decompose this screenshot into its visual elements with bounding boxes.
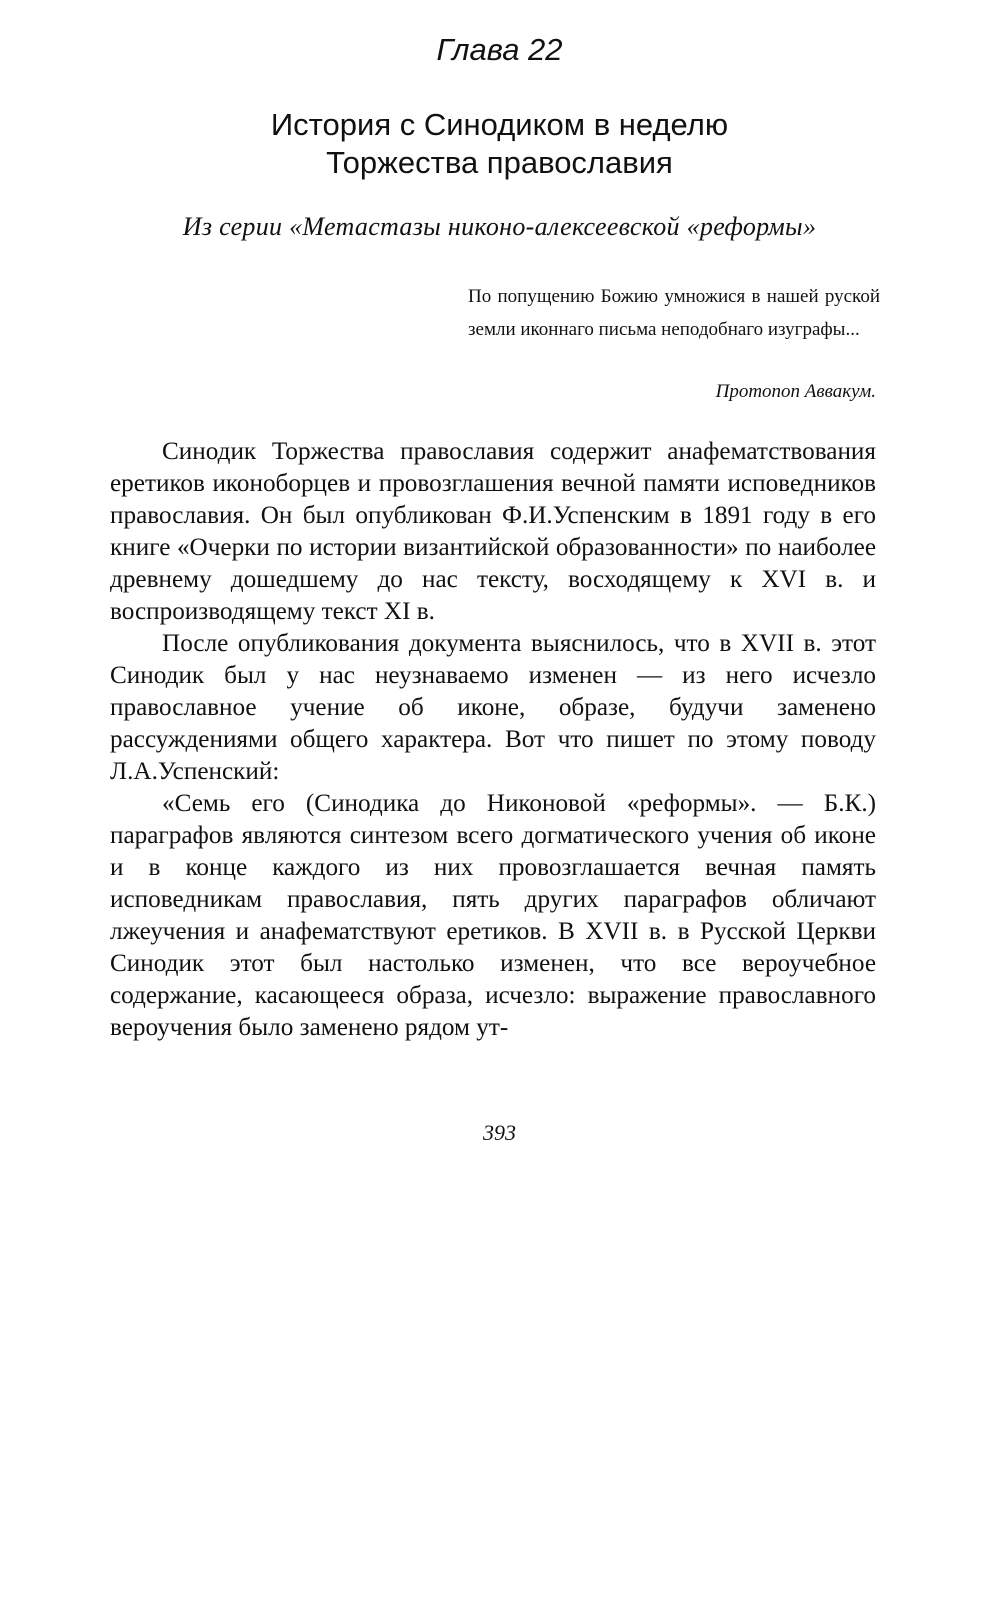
epigraph-text: По попущению Божию умножися в нашей руской земли иконнаго письма неподобнаго изуграфы... (468, 286, 880, 340)
epigraph-author: Протопоп Аввакум. (715, 381, 876, 402)
chapter-title-line1: История с Синодиком в неделю (270, 107, 729, 142)
paragraph: После опубликования документа выяснилось, что в XVII в. этот Синодик был у нас неузнаваемо изменен — из него исчезло православное учение об иконе, образе, будучи заменено рассуждениями общего характера. Вот что пишет по этому поводу Л.А.Успенский: (110, 630, 876, 785)
paragraph: «Семь его (Синодика до Никоновой «реформы». — Б.К.) параграфов являются синтезом всего догматического учения об иконе и в конце каждого из них провозглашается вечная память исповедникам православия, пять других параграфов обличают лжеучения и анафематствуют еретиков. В XVII в. в Русской Церкви Синодик этот был настолько изменен, что все вероучебное содержание, касающееся образа, исчезло: выражение православного вероучения было заменено рядом ут- (110, 790, 876, 1041)
series-subtitle: Из серии «Метастазы никоно-алексеевской «реформы» (182, 212, 817, 241)
chapter-title-line2: Торжества православия (326, 145, 673, 180)
paragraph: Синодик Торжества православия содержит анафематствования еретиков иконоборцев и провозглашения вечной памяти исповедников православия. Он был опубликован Ф.И.Успенским в 1891 году в его книге «Очерки по истории византийской образованности» по наиболее древнему дошедшему до нас тексту, восходящему к XVI в. и воспроизводящему текст XI в. (110, 438, 876, 625)
chapter-title (150, 106, 849, 182)
chapter-label: Глава 22 (436, 32, 563, 67)
page-number: 393 (483, 1120, 516, 1145)
body-text (110, 436, 876, 1044)
